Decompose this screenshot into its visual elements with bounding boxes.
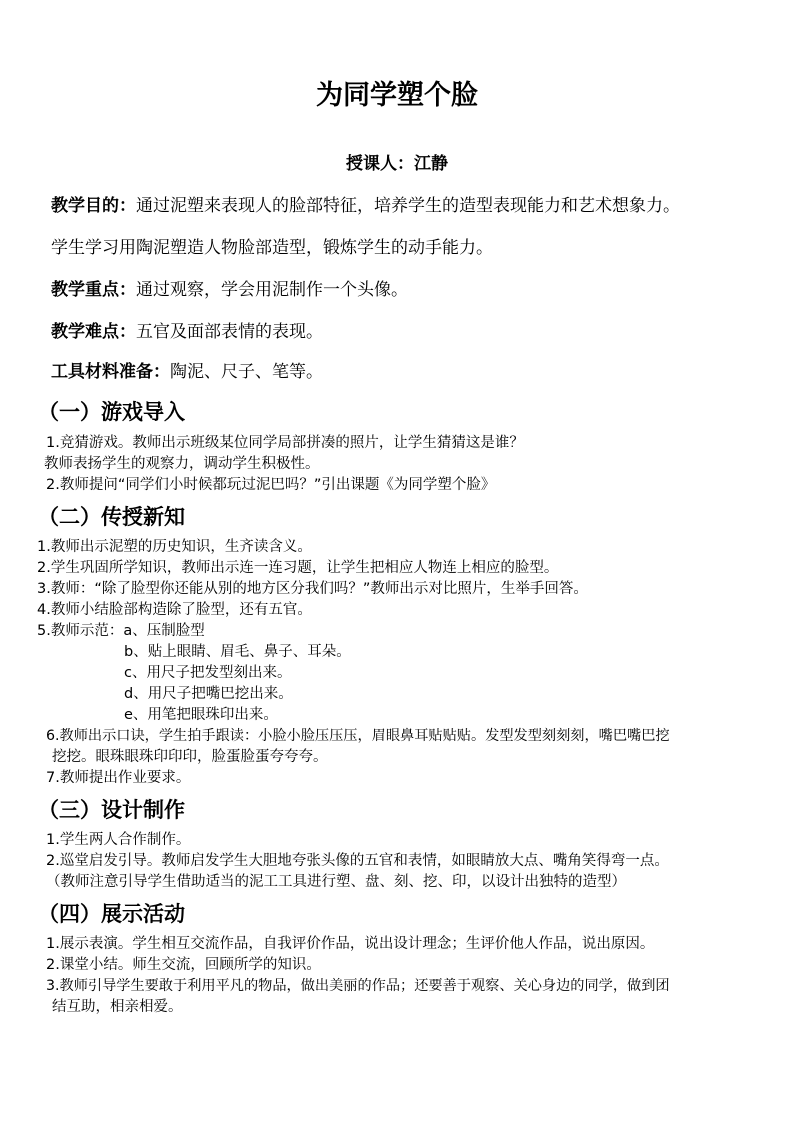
objective-text: 陶泥、尺子、笔等。: [170, 362, 323, 382]
section-line: 挖挖。眼珠眼珠印印印，脸蛋脸蛋夸夸夸。: [52, 749, 328, 765]
section-line: （教师注意引导学生借助适当的泥工工具进行塑、盘、刻、挖、印，以设计出独特的造型）: [46, 874, 626, 890]
section-line: 7.教师提出作业要求。: [46, 770, 191, 786]
section-line: 1.学生两人合作制作。: [46, 832, 191, 848]
section-line: 1.展示表演。学生相互交流作品，自我评价作品，说出设计理念；生评价他人作品，说出原因。: [46, 936, 655, 952]
section-line: e、用笔把眼珠印出来。: [124, 707, 278, 723]
objective-label: 教学难点：: [51, 322, 136, 342]
section-line: 5.教师示范：a、压制脸型: [37, 623, 205, 639]
objective-text: 学生学习用陶泥塑造人物脸部造型，锻炼学生的动手能力。: [51, 238, 493, 258]
section-line: c、用尺子把发型刻出来。: [124, 665, 292, 681]
section-line: 2.教师提问“同学们小时候都玩过泥巴吗？”引出课题《为同学塑个脸》: [46, 477, 496, 493]
objective-line: [51, 320, 323, 344]
objective-text: 通过观察，学会用泥制作一个头像。: [136, 280, 408, 300]
objective-label: 工具材料准备：: [51, 362, 170, 382]
section-line: 1.教师出示泥塑的历史知识，生齐读含义。: [37, 539, 312, 555]
objective-line: [51, 278, 408, 302]
section-line: 结互助，相亲相爱。: [52, 999, 183, 1015]
objective-text: 五官及面部表情的表现。: [136, 322, 323, 342]
objective-line: [51, 236, 493, 260]
objective-line: [51, 194, 680, 218]
objective-text: 通过泥塑来表现人的脸部特征，培养学生的造型表现能力和艺术想象力。: [136, 196, 680, 216]
teacher-name: 授课人：江静: [346, 154, 448, 174]
section-line: b、贴上眼睛、眉毛、鼻子、耳朵。: [124, 644, 351, 660]
section-line: 3.教师：“除了脸型你还能从别的地方区分我们吗？”教师出示对比照片，生举手回答。: [37, 581, 588, 597]
section-line: 教师表扬学生的观察力，调动学生积极性。: [44, 456, 320, 472]
section-heading: （三）设计制作: [38, 797, 185, 822]
section-line: 4.教师小结脸部构造除了脸型，还有五官。: [37, 602, 312, 618]
section-heading: （四）展示活动: [38, 901, 185, 926]
objective-label: 教学目的：: [51, 196, 136, 216]
section-line: 2.课堂小结。师生交流，回顾所学的知识。: [46, 957, 321, 973]
section-line: 6.教师出示口诀，学生拍手跟读：小脸小脸压压压，眉眼鼻耳贴贴贴。发型发型刻刻刻，嘴巴嘴巴挖: [46, 728, 670, 744]
section-line: 3.教师引导学生要敢于利用平凡的物品，做出美丽的作品；还要善于观察、关心身边的同学，做到团: [46, 978, 670, 994]
section-heading: （一）游戏导入: [38, 399, 185, 424]
section-line: 2.巡堂启发引导。教师启发学生大胆地夸张头像的五官和表情，如眼睛放大点、嘴角笑得弯一点。: [46, 853, 669, 869]
section-heading: （二）传授新知: [38, 504, 185, 529]
section-line: d、用尺子把嘴巴挖出来。: [124, 686, 293, 702]
objective-label: 教学重点：: [51, 280, 136, 300]
section-line: 2.学生巩固所学知识，教师出示连一连习题，让学生把相应人物连上相应的脸型。: [37, 560, 559, 576]
document-title: 为同学塑个脸: [316, 80, 478, 111]
section-line: 1.竞猜游戏。教师出示班级某位同学局部拼凑的照片，让学生猜猜这是谁？: [46, 435, 524, 451]
objective-line: [51, 360, 323, 384]
